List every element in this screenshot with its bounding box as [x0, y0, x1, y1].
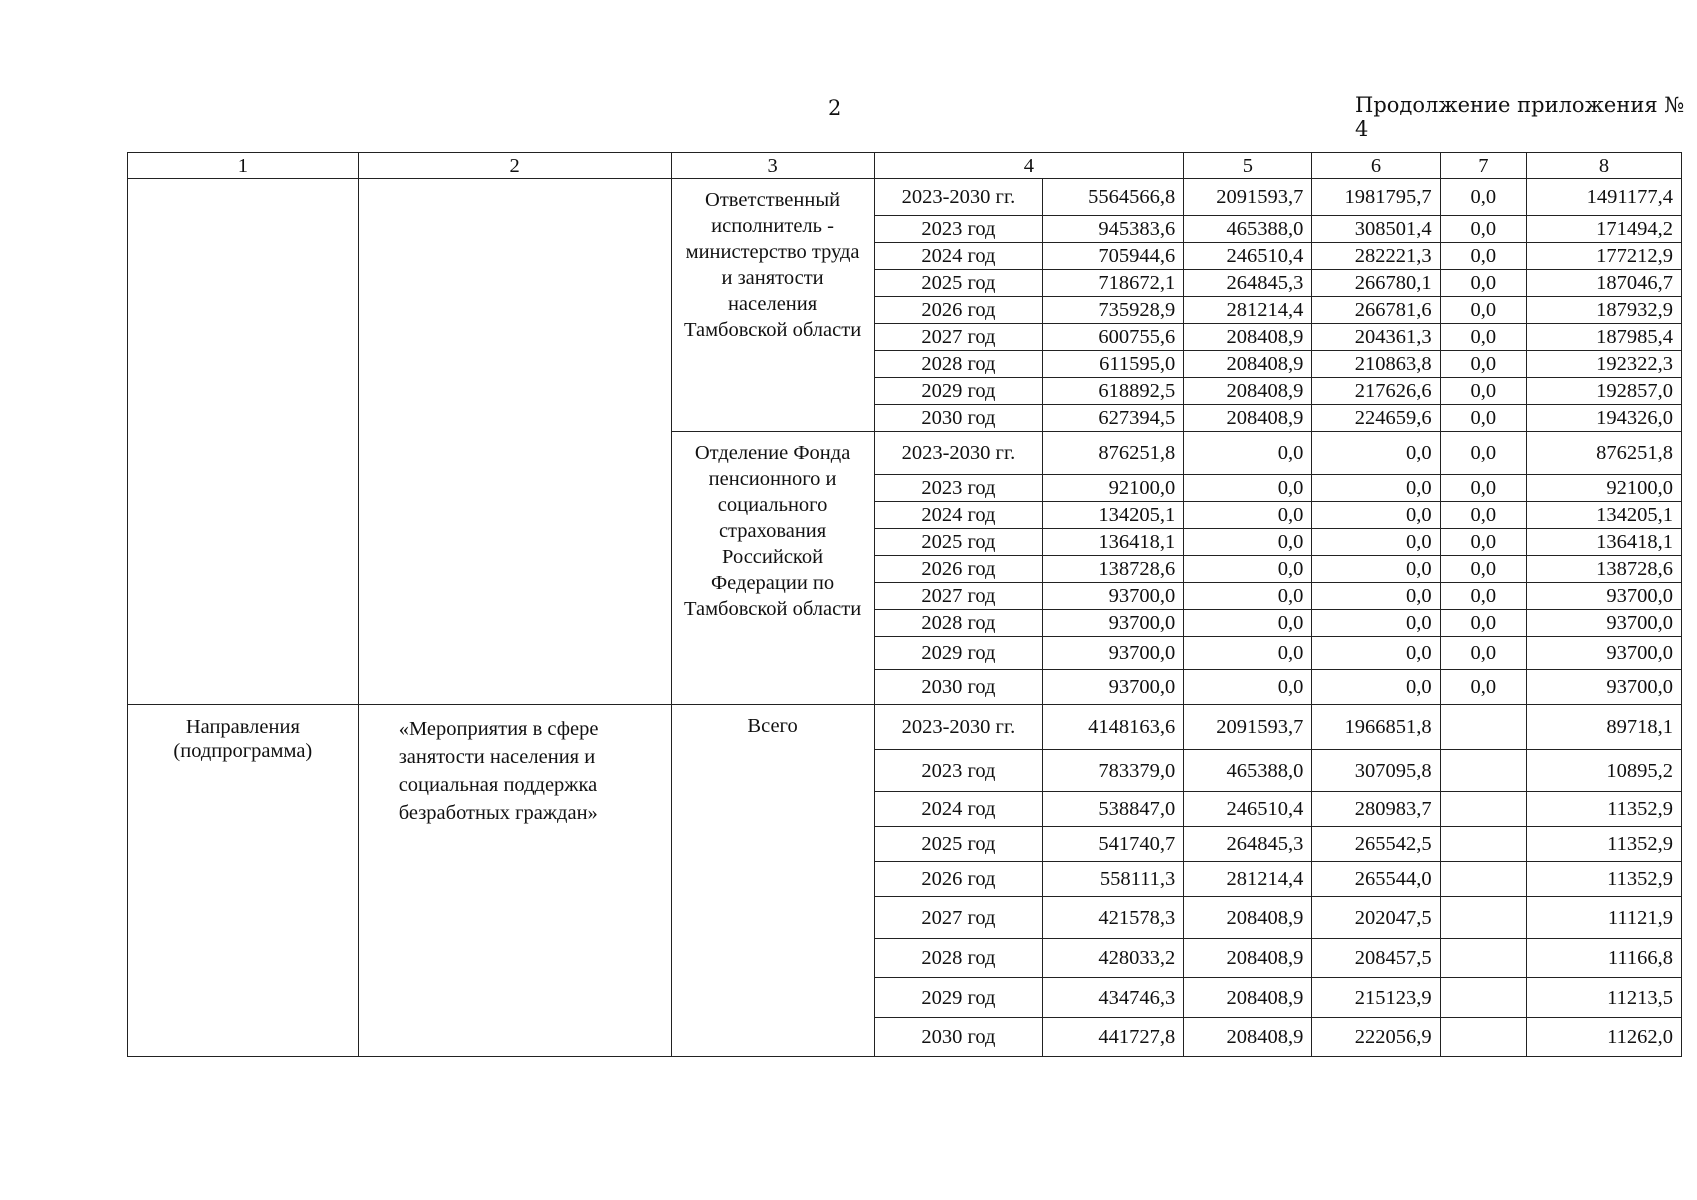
total-amount-cell: 538847,0 — [1043, 792, 1184, 827]
col6-amount-cell: 266781,6 — [1312, 297, 1440, 324]
total-amount-cell: 441727,8 — [1043, 1018, 1184, 1057]
col5-amount-cell: 0,0 — [1184, 556, 1312, 583]
col5-amount-cell: 465388,0 — [1184, 216, 1312, 243]
direction-cell: Направления (подпрограмма) — [128, 705, 359, 1057]
col6-amount-cell: 266780,1 — [1312, 270, 1440, 297]
total-amount-cell: 611595,0 — [1043, 351, 1184, 378]
period-cell: 2024 год — [874, 243, 1043, 270]
col6-amount-cell: 265544,0 — [1312, 862, 1440, 897]
appendix-continuation-header: Продолжение приложения № 4 — [1355, 93, 1685, 141]
col7-amount-cell: 0,0 — [1440, 378, 1527, 405]
col8-amount-cell: 10895,2 — [1527, 750, 1682, 792]
total-amount-cell: 434746,3 — [1043, 978, 1184, 1018]
total-amount-cell: 421578,3 — [1043, 897, 1184, 939]
period-cell: 2024 год — [874, 502, 1043, 529]
col5-amount-cell: 208408,9 — [1184, 1018, 1312, 1057]
total-amount-cell: 945383,6 — [1043, 216, 1184, 243]
total-amount-cell: 718672,1 — [1043, 270, 1184, 297]
period-cell: 2023 год — [874, 216, 1043, 243]
period-cell: 2030 год — [874, 670, 1043, 705]
total-amount-cell: 876251,8 — [1043, 432, 1184, 475]
col6-amount-cell: 208457,5 — [1312, 939, 1440, 978]
col8-amount-cell: 187985,4 — [1527, 324, 1682, 351]
col7-amount-cell — [1440, 1018, 1527, 1057]
col8-amount-cell: 93700,0 — [1527, 670, 1682, 705]
subprogram-name-cell: «Мероприятия в сфере занятости населения и социальная поддержка безработных граждан» — [358, 705, 671, 1057]
column-header: 4 — [874, 153, 1184, 179]
col5-amount-cell: 246510,4 — [1184, 792, 1312, 827]
col8-amount-cell: 187932,9 — [1527, 297, 1682, 324]
col8-amount-cell: 11166,8 — [1527, 939, 1682, 978]
col7-amount-cell — [1440, 705, 1527, 750]
col6-amount-cell: 222056,9 — [1312, 1018, 1440, 1057]
total-amount-cell: 134205,1 — [1043, 502, 1184, 529]
col6-amount-cell: 0,0 — [1312, 502, 1440, 529]
period-cell: 2027 год — [874, 583, 1043, 610]
col6-amount-cell: 0,0 — [1312, 556, 1440, 583]
col6-amount-cell: 217626,6 — [1312, 378, 1440, 405]
col7-amount-cell — [1440, 750, 1527, 792]
period-cell: 2027 год — [874, 897, 1043, 939]
col7-amount-cell: 0,0 — [1440, 583, 1527, 610]
col5-amount-cell: 208408,9 — [1184, 978, 1312, 1018]
column-header: 2 — [358, 153, 671, 179]
col6-amount-cell: 265542,5 — [1312, 827, 1440, 862]
col8-amount-cell: 89718,1 — [1527, 705, 1682, 750]
col8-amount-cell: 93700,0 — [1527, 583, 1682, 610]
col7-amount-cell: 0,0 — [1440, 529, 1527, 556]
col5-amount-cell: 0,0 — [1184, 502, 1312, 529]
period-cell: 2023-2030 гг. — [874, 179, 1043, 216]
col6-amount-cell: 307095,8 — [1312, 750, 1440, 792]
total-amount-cell: 618892,5 — [1043, 378, 1184, 405]
col7-amount-cell: 0,0 — [1440, 351, 1527, 378]
col6-amount-cell: 282221,3 — [1312, 243, 1440, 270]
total-amount-cell: 92100,0 — [1043, 475, 1184, 502]
period-cell: 2028 год — [874, 610, 1043, 637]
col7-amount-cell: 0,0 — [1440, 556, 1527, 583]
col8-amount-cell: 11121,9 — [1527, 897, 1682, 939]
total-amount-cell: 783379,0 — [1043, 750, 1184, 792]
col8-amount-cell: 876251,8 — [1527, 432, 1682, 475]
col8-amount-cell: 93700,0 — [1527, 637, 1682, 670]
col5-amount-cell: 465388,0 — [1184, 750, 1312, 792]
col7-amount-cell: 0,0 — [1440, 610, 1527, 637]
col5-amount-cell: 264845,3 — [1184, 270, 1312, 297]
period-cell: 2029 год — [874, 978, 1043, 1018]
col7-amount-cell: 0,0 — [1440, 216, 1527, 243]
period-cell: 2029 год — [874, 637, 1043, 670]
col6-amount-cell: 204361,3 — [1312, 324, 1440, 351]
col5-amount-cell: 2091593,7 — [1184, 179, 1312, 216]
col5-amount-cell: 0,0 — [1184, 432, 1312, 475]
col6-amount-cell: 215123,9 — [1312, 978, 1440, 1018]
period-cell: 2027 год — [874, 324, 1043, 351]
col7-amount-cell: 0,0 — [1440, 637, 1527, 670]
period-cell: 2025 год — [874, 529, 1043, 556]
period-cell: 2030 год — [874, 1018, 1043, 1057]
period-cell: 2023 год — [874, 750, 1043, 792]
column-header: 7 — [1440, 153, 1527, 179]
col8-amount-cell: 192322,3 — [1527, 351, 1682, 378]
col8-amount-cell: 11213,5 — [1527, 978, 1682, 1018]
total-amount-cell: 138728,6 — [1043, 556, 1184, 583]
col6-amount-cell: 202047,5 — [1312, 897, 1440, 939]
total-amount-cell: 735928,9 — [1043, 297, 1184, 324]
executor-cell: Ответственный исполнитель - министерство труда и занятости населения Тамбовской области — [671, 179, 874, 432]
col8-amount-cell: 192857,0 — [1527, 378, 1682, 405]
period-cell: 2023-2030 гг. — [874, 705, 1043, 750]
col5-amount-cell: 208408,9 — [1184, 378, 1312, 405]
total-amount-cell: 600755,6 — [1043, 324, 1184, 351]
total-amount-cell: 558111,3 — [1043, 862, 1184, 897]
col7-amount-cell — [1440, 827, 1527, 862]
column-header: 8 — [1527, 153, 1682, 179]
period-cell: 2023 год — [874, 475, 1043, 502]
col6-amount-cell: 1966851,8 — [1312, 705, 1440, 750]
col8-amount-cell: 92100,0 — [1527, 475, 1682, 502]
period-cell: 2025 год — [874, 827, 1043, 862]
col6-amount-cell: 0,0 — [1312, 475, 1440, 502]
col5-amount-cell: 0,0 — [1184, 610, 1312, 637]
col8-amount-cell: 138728,6 — [1527, 556, 1682, 583]
total-amount-cell: 93700,0 — [1043, 583, 1184, 610]
col5-amount-cell: 2091593,7 — [1184, 705, 1312, 750]
table-row — [128, 179, 1682, 216]
period-cell: 2026 год — [874, 297, 1043, 324]
col5-amount-cell: 208408,9 — [1184, 405, 1312, 432]
period-cell: 2024 год — [874, 792, 1043, 827]
col7-amount-cell — [1440, 939, 1527, 978]
period-cell: 2028 год — [874, 351, 1043, 378]
period-cell: 2023-2030 гг. — [874, 432, 1043, 475]
col8-amount-cell: 194326,0 — [1527, 405, 1682, 432]
col5-amount-cell: 281214,4 — [1184, 297, 1312, 324]
period-cell: 2026 год — [874, 556, 1043, 583]
col7-amount-cell — [1440, 792, 1527, 827]
col6-amount-cell: 280983,7 — [1312, 792, 1440, 827]
period-cell: 2030 год — [874, 405, 1043, 432]
col7-amount-cell: 0,0 — [1440, 670, 1527, 705]
col6-amount-cell: 210863,8 — [1312, 351, 1440, 378]
col6-amount-cell: 224659,6 — [1312, 405, 1440, 432]
table-row — [128, 705, 1682, 750]
col7-amount-cell: 0,0 — [1440, 475, 1527, 502]
col7-amount-cell: 0,0 — [1440, 405, 1527, 432]
col7-amount-cell: 0,0 — [1440, 179, 1527, 216]
col8-amount-cell: 1491177,4 — [1527, 179, 1682, 216]
col5-amount-cell: 0,0 — [1184, 475, 1312, 502]
col5-amount-cell: 0,0 — [1184, 637, 1312, 670]
period-cell: 2025 год — [874, 270, 1043, 297]
total-amount-cell: 5564566,8 — [1043, 179, 1184, 216]
col6-amount-cell: 308501,4 — [1312, 216, 1440, 243]
col5-amount-cell: 208408,9 — [1184, 897, 1312, 939]
col7-amount-cell: 0,0 — [1440, 270, 1527, 297]
col6-amount-cell: 1981795,7 — [1312, 179, 1440, 216]
column-header: 1 — [128, 153, 359, 179]
column-header: 3 — [671, 153, 874, 179]
total-amount-cell: 93700,0 — [1043, 670, 1184, 705]
col8-amount-cell: 93700,0 — [1527, 610, 1682, 637]
executor-cell: Всего — [671, 705, 874, 1057]
col5-amount-cell: 0,0 — [1184, 529, 1312, 556]
col8-amount-cell: 136418,1 — [1527, 529, 1682, 556]
col7-amount-cell: 0,0 — [1440, 502, 1527, 529]
col7-amount-cell — [1440, 897, 1527, 939]
col8-amount-cell: 11352,9 — [1527, 862, 1682, 897]
period-cell: 2028 год — [874, 939, 1043, 978]
col6-amount-cell: 0,0 — [1312, 583, 1440, 610]
budget-table — [127, 152, 1682, 1057]
col6-amount-cell: 0,0 — [1312, 610, 1440, 637]
page-number: 2 — [828, 96, 842, 120]
total-amount-cell: 541740,7 — [1043, 827, 1184, 862]
col5-amount-cell: 208408,9 — [1184, 939, 1312, 978]
total-amount-cell: 428033,2 — [1043, 939, 1184, 978]
col5-amount-cell: 0,0 — [1184, 583, 1312, 610]
total-amount-cell: 136418,1 — [1043, 529, 1184, 556]
col8-amount-cell: 134205,1 — [1527, 502, 1682, 529]
total-amount-cell: 705944,6 — [1043, 243, 1184, 270]
total-amount-cell: 93700,0 — [1043, 610, 1184, 637]
col7-amount-cell: 0,0 — [1440, 297, 1527, 324]
period-cell: 2029 год — [874, 378, 1043, 405]
col8-amount-cell: 177212,9 — [1527, 243, 1682, 270]
col8-amount-cell: 11352,9 — [1527, 827, 1682, 862]
col5-amount-cell: 208408,9 — [1184, 351, 1312, 378]
total-amount-cell: 93700,0 — [1043, 637, 1184, 670]
col5-amount-cell: 264845,3 — [1184, 827, 1312, 862]
period-cell: 2026 год — [874, 862, 1043, 897]
col6-amount-cell: 0,0 — [1312, 670, 1440, 705]
col5-amount-cell: 0,0 — [1184, 670, 1312, 705]
col7-amount-cell — [1440, 862, 1527, 897]
col6-amount-cell: 0,0 — [1312, 529, 1440, 556]
col5-amount-cell: 208408,9 — [1184, 324, 1312, 351]
column-header: 5 — [1184, 153, 1312, 179]
column-1-cell — [128, 179, 359, 705]
col8-amount-cell: 171494,2 — [1527, 216, 1682, 243]
column-2-cell — [358, 179, 671, 705]
col6-amount-cell: 0,0 — [1312, 637, 1440, 670]
col8-amount-cell: 11262,0 — [1527, 1018, 1682, 1057]
col7-amount-cell: 0,0 — [1440, 432, 1527, 475]
column-header: 6 — [1312, 153, 1440, 179]
col5-amount-cell: 281214,4 — [1184, 862, 1312, 897]
col8-amount-cell: 187046,7 — [1527, 270, 1682, 297]
executor-cell: Отделение Фонда пенсионного и социального страхования Российской Федерации по Тамбовской области — [671, 432, 874, 705]
col7-amount-cell: 0,0 — [1440, 243, 1527, 270]
col6-amount-cell: 0,0 — [1312, 432, 1440, 475]
col7-amount-cell — [1440, 978, 1527, 1018]
col5-amount-cell: 246510,4 — [1184, 243, 1312, 270]
total-amount-cell: 4148163,6 — [1043, 705, 1184, 750]
total-amount-cell: 627394,5 — [1043, 405, 1184, 432]
col7-amount-cell: 0,0 — [1440, 324, 1527, 351]
col8-amount-cell: 11352,9 — [1527, 792, 1682, 827]
column-number-row — [128, 153, 1682, 179]
